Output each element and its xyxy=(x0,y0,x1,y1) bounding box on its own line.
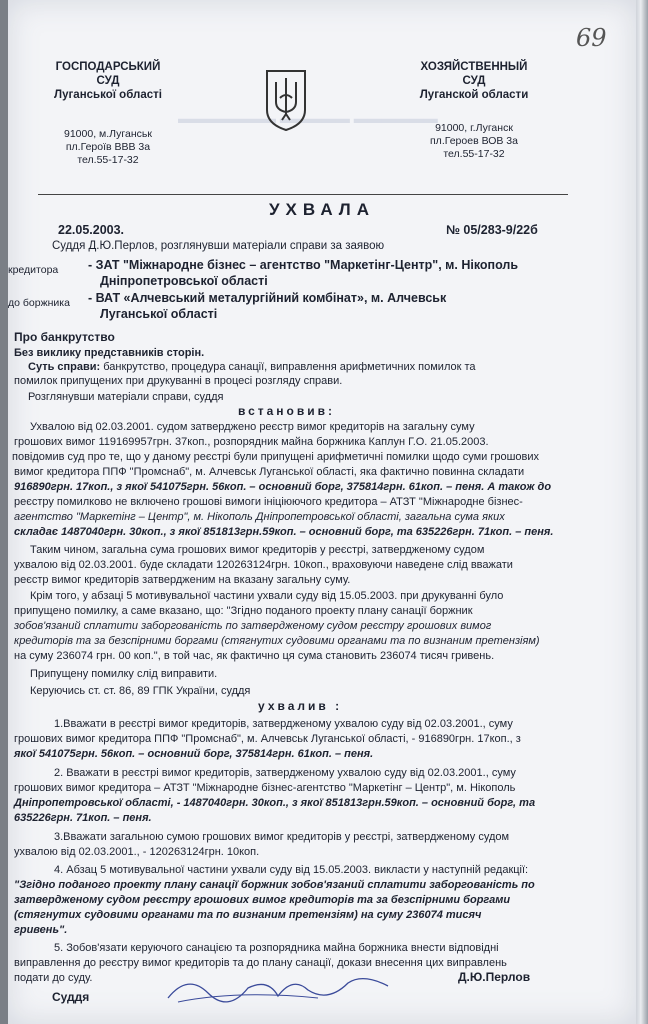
r3-line-1: 3.Вважати загальною сумою грошових вимог кредиторів у реєстрі, затвердженому судом xyxy=(54,831,510,843)
p3-line-2: припущено помилку, а саме вказано, що: "Згідно поданого проекту плану санації боржник xyxy=(14,605,473,617)
address-ru-3: тел.55-17-32 xyxy=(443,148,505,160)
r1-line-3: якої 541075грн. 56коп. – основний борг, 375814грн. 61коп. – пеня. xyxy=(14,748,374,760)
court-name-ru xyxy=(404,60,544,102)
page-number: 69 xyxy=(576,24,607,52)
p3-line-5: на суму 236074 грн. 00 коп.", в той час, як фактично ця сума становить 236074 тисяч гривень. xyxy=(14,650,495,662)
debtor-line-2: Луганської області xyxy=(100,307,218,321)
p2-line-1: Таким чином, загальна сума грошових вимог кредиторів у реєстрі, затвердженому судом xyxy=(30,544,485,556)
debtor-line-1: - ВАТ «Алчевський металургійний комбінат», м. Алчевськ xyxy=(88,291,447,305)
document-page xyxy=(8,0,636,1024)
r2-line-4: 635226грн. 71коп. – пеня. xyxy=(14,812,152,824)
r5-line-3: подати до суду. xyxy=(14,972,93,984)
judge-name: Д.Ю.Перлов xyxy=(458,970,531,984)
no-representatives: Без виклику представників сторін. xyxy=(14,347,205,359)
court-address-ru xyxy=(404,122,544,161)
case-number: № 05/283-9/22б xyxy=(446,223,538,237)
case-essence-1 xyxy=(28,360,476,374)
court-name-ua xyxy=(38,60,178,102)
address-ua-1: 91000, м.Луганськ xyxy=(64,128,152,140)
r4-line-1: 4. Абзац 5 мотивувальної частини ухвали суду від 15.05.2003. викласти у наступній редакції: xyxy=(54,864,529,876)
address-ru-1: 91000, г.Луганск xyxy=(435,122,513,134)
address-ru-2: пл.Героев ВОВ 3а xyxy=(430,135,518,147)
p4-text: Припущену помилку слід виправити. xyxy=(30,668,218,680)
essence-text-1: банкрутство, процедура санації, виправлення арифметичних помилок та xyxy=(103,361,476,373)
p3-line-3: зобов'язаний сплатити заборгованість по затвердженому судом реєстру грошових вимог xyxy=(14,620,492,632)
r4-line-5: гривень". xyxy=(14,924,68,936)
p1-line-1: Ухвалою від 02.03.2001. судом затверджено реєстр вимог кредиторів на загальну суму xyxy=(30,421,475,433)
judge-label: Суддя xyxy=(52,990,90,1004)
creditor-label: кредитора xyxy=(8,264,59,276)
p3-line-1: Крім того, у абзаці 5 мотивувальної частини ухвали суду від 15.05.2003. при друкуванні було xyxy=(30,590,504,602)
creditor-line-2: Дніпропетровської області xyxy=(100,274,268,288)
court-name-ua-2: СУД xyxy=(96,75,120,87)
case-essence-2: помилок припущених при друкуванні в процесі розгляду справи. xyxy=(14,375,343,387)
court-name-ru-2: СУД xyxy=(462,75,486,87)
established-heading: встановив: xyxy=(238,404,336,418)
p5-text: Керуючись ст. ст. 86, 89 ГПК України, суддя xyxy=(30,685,251,697)
r4-line-4: (стягнутих судовими органами та по визнаним претензіям) на суму 236074 тисяч xyxy=(14,909,482,921)
ruled-heading: ухвалив : xyxy=(258,699,343,713)
address-ua-2: пл.Героїв ВВВ 3а xyxy=(65,141,151,153)
p1-line-4: вимог кредитора ППФ "Промснаб", м. Алчевськ Луганської області, яка фактично повинна складати xyxy=(14,466,525,478)
p1-line-7: агентство "Маркетінг – Центр", м. Нікополь Дніпропетровської області, загальна сума яких xyxy=(14,511,505,523)
page-edge xyxy=(636,0,648,1024)
header-divider xyxy=(38,194,568,195)
court-name-ru-3: Луганской области xyxy=(419,89,529,101)
signature-icon xyxy=(158,968,398,1008)
r4-line-3: затвердженому судом реєстру грошових вимог кредиторів та за безспірними боргами xyxy=(14,894,511,906)
r1-line-1: 1.Вважати в реєстрі вимог кредиторів, затвердженому ухвалою суду від 02.03.2001., суму xyxy=(54,718,513,730)
p2-line-3: реєстр вимог кредиторів затвердженим на вказану загальну суму. xyxy=(14,574,351,586)
document-title: УХВАЛА xyxy=(268,200,376,219)
subject-bankruptcy: Про банкрутство xyxy=(14,330,115,344)
r3-line-2: ухвалою від 02.03.2001., - 120263124грн. 10коп. xyxy=(14,846,260,858)
p1-line-3: повідомив суд про те, що у даному реєстрі були припущені арифметичні помилки щодо суми грошових xyxy=(12,451,540,463)
p2-line-2: ухвалою від 02.03.2001. буде складати 120263124грн. 10коп., враховуючи наведене слід вважати xyxy=(14,559,513,571)
r4-line-2: "Згідно поданого проекту плану санації боржник зобов'язаний сплатити заборгованість по xyxy=(14,879,535,891)
r5-line-2: виправлення до реєстру вимог кредиторів та до плану санації, докази внесення цих виправлень xyxy=(14,957,507,969)
court-name-ua-1: ГОСПОДАРСЬКИЙ xyxy=(55,61,161,73)
r1-line-2: грошових вимог кредитора ППФ "Промснаб", м. Алчевськ Луганської області, - 916890грн. 17коп., з xyxy=(14,733,521,745)
p3-line-4: кредиторів та за безспірними боргами (стягнутих судовими органами та по визнаним претензіям) xyxy=(14,635,540,647)
court-name-ua-3: Луганської області xyxy=(54,89,162,101)
p1-line-8: складає 1487040грн. 30коп., з якої 851813грн.59коп. – основний борг, та 635226грн. 71коп. – пеня. xyxy=(14,526,554,538)
r2-line-3: Дніпропетровської області, - 1487040грн. 30коп., з якої 851813грн.59коп. – основний борг, та xyxy=(14,797,536,809)
intro-text: Суддя Д.Ю.Перлов, розглянувши матеріали справи за заявою xyxy=(52,240,385,252)
coat-of-arms-icon xyxy=(264,68,308,132)
court-address-ua xyxy=(38,128,178,167)
creditor-line-1: - ЗАТ "Міжнародне бізнес – агентство "Маркетінг-Центр", м. Нікополь xyxy=(88,258,519,272)
essence-label: Суть справи: xyxy=(28,361,101,373)
r2-line-1: 2. Вважати в реєстрі вимог кредиторів, затвердженому ухвалою суду від 02.03.2001., суму xyxy=(54,767,516,779)
p1-line-2: грошових вимог 119169957грн. 37коп., розпорядник майна боржника Каплун Г.О. 21.05.2003. xyxy=(14,436,489,448)
r5-line-1: 5. Зобов'язати керуючого санацією та розпорядника майна боржника внести відповідні xyxy=(54,942,499,954)
r2-line-2: грошових вимог кредитора – АТЗТ "Міжнародне бізнес-агентство "Маркетінг – Центр", м. Нікополь xyxy=(14,782,516,794)
address-ua-3: тел.55-17-32 xyxy=(77,154,139,166)
bleed-through-text: ▬▬▬▬▬▬▬ ▬▬▬▬▬ ▬▬▬▬▬▬ xyxy=(178,110,438,126)
debtor-label: до боржника xyxy=(8,297,70,309)
p1-line-5: 916890грн. 17коп., з якої 541075грн. 56коп. – основний борг, 375814грн. 61коп. – пеня. А також до xyxy=(14,481,552,493)
document-date: 22.05.2003. xyxy=(58,223,125,237)
p1-line-6: реєстру помилково не включено грошові вимоги ініціюючого кредитора – АТЗТ "Міжнародне бізнес- xyxy=(14,496,523,508)
court-name-ru-1: ХОЗЯЙСТВЕННЫЙ xyxy=(420,61,528,73)
reviewed-text: Розглянувши матеріали справи, суддя xyxy=(28,391,224,403)
